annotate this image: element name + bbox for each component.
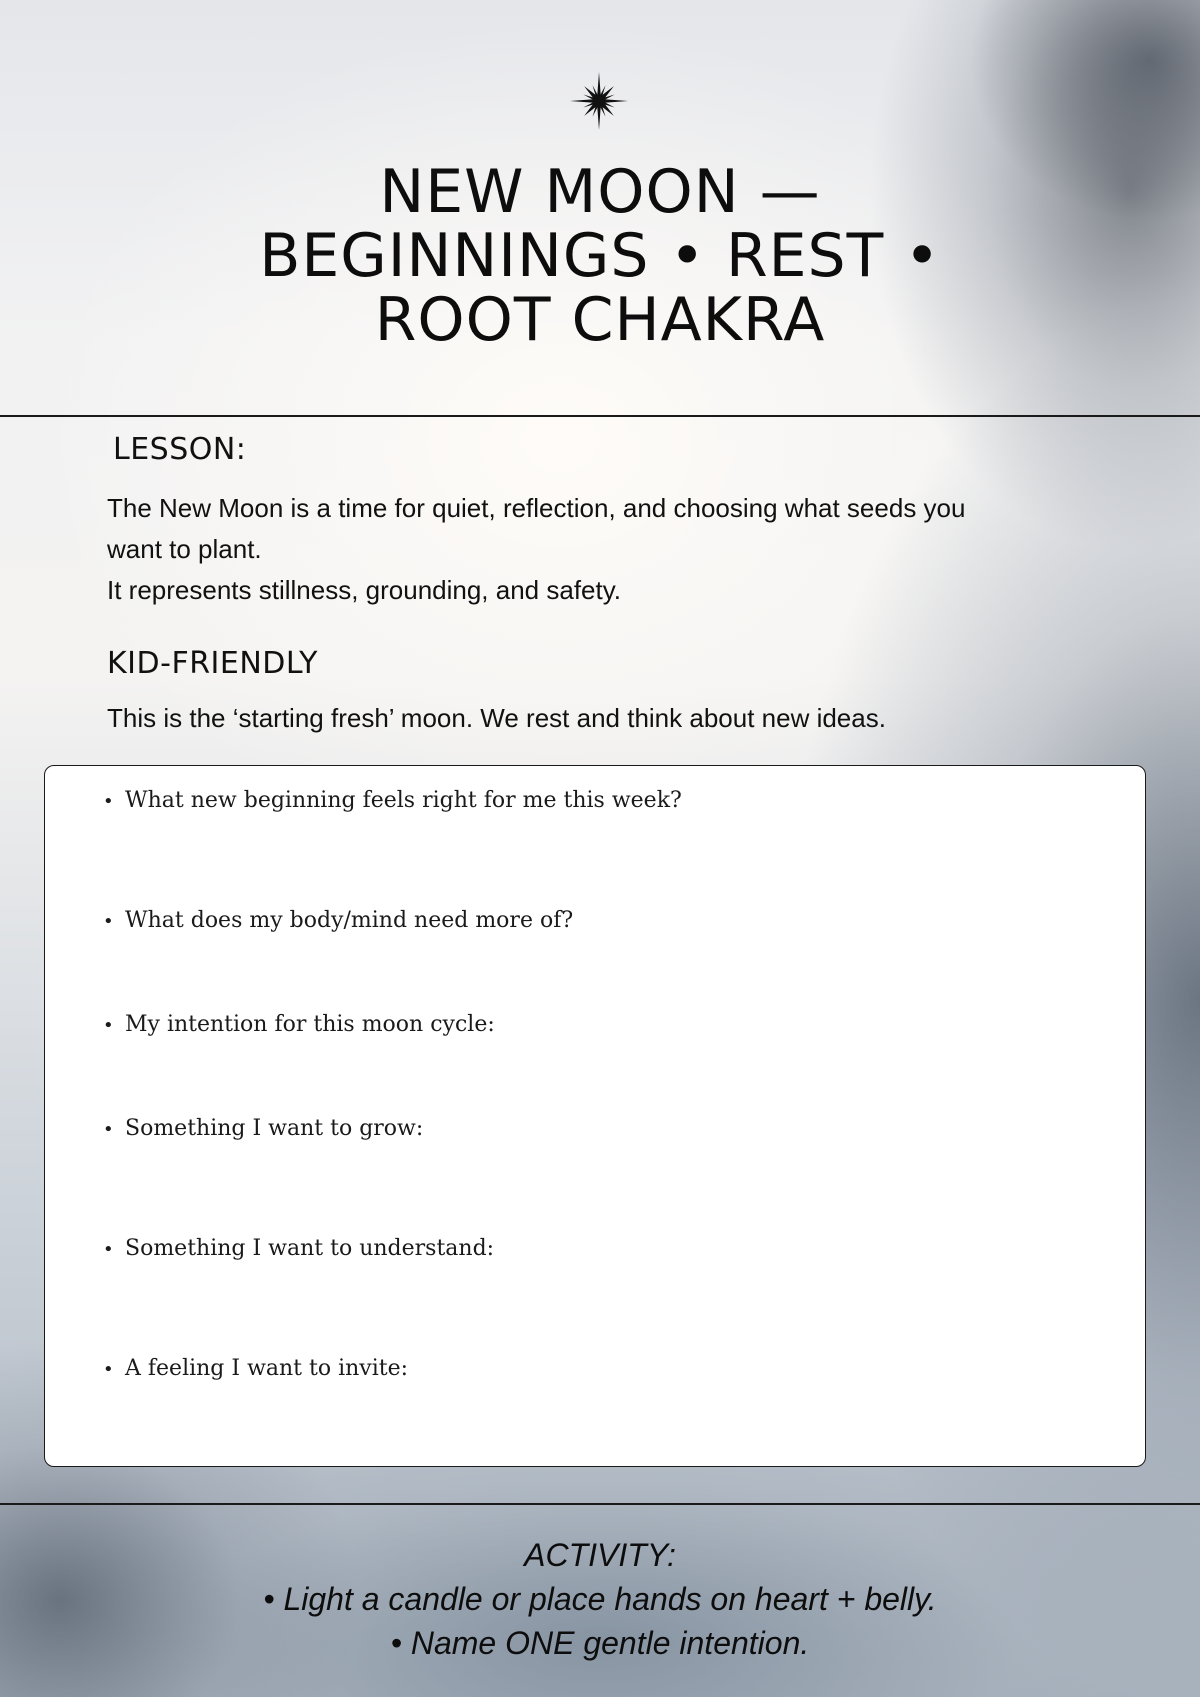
lesson-line-3: It represents stillness, grounding, and safety.: [107, 575, 622, 605]
activity-section: [100, 1533, 1100, 1665]
prompt-text: What new beginning feels right for me this week?: [125, 788, 682, 813]
kid-friendly-text: This is the ‘starting fresh’ moon. We rest and think about new ideas.: [107, 703, 886, 733]
lesson-text: [107, 488, 1067, 611]
prompt-item: • Something I want to grow:: [103, 1116, 424, 1141]
lesson-heading: LESSON:: [113, 432, 247, 467]
kid-friendly-heading: KID-FRIENDLY: [107, 646, 318, 681]
prompt-item: • What new beginning feels right for me this week?: [103, 788, 682, 813]
title-line-1: NEW MOON —: [379, 157, 821, 227]
star-icon: [570, 72, 628, 130]
prompt-text: What does my body/mind need more of?: [125, 908, 574, 933]
prompt-item: • A feeling I want to invite:: [103, 1356, 409, 1381]
activity-item-2: • Name ONE gentle intention.: [390, 1625, 810, 1661]
prompt-item: • Something I want to understand:: [103, 1236, 495, 1261]
prompt-text: Something I want to understand:: [125, 1236, 495, 1261]
lesson-line-2: want to plant.: [107, 534, 262, 564]
activity-heading: ACTIVITY:: [524, 1537, 676, 1573]
activity-item-1: • Light a candle or place hands on heart + belly.: [263, 1581, 937, 1617]
top-divider: [0, 415, 1200, 417]
bottom-divider: [0, 1503, 1200, 1505]
journal-prompt-box[interactable]: [44, 765, 1146, 1467]
title-line-2: BEGINNINGS • REST •: [259, 221, 941, 291]
page-title: [150, 157, 1050, 355]
prompt-text: A feeling I want to invite:: [125, 1356, 409, 1381]
prompt-text: My intention for this moon cycle:: [125, 1012, 495, 1037]
prompt-text: Something I want to grow:: [125, 1116, 424, 1141]
prompt-item: • What does my body/mind need more of?: [103, 908, 574, 933]
prompt-item: • My intention for this moon cycle:: [103, 1012, 495, 1037]
title-line-3: ROOT CHAKRA: [374, 285, 826, 355]
lesson-line-1: The New Moon is a time for quiet, reflection, and choosing what seeds you: [107, 493, 966, 523]
